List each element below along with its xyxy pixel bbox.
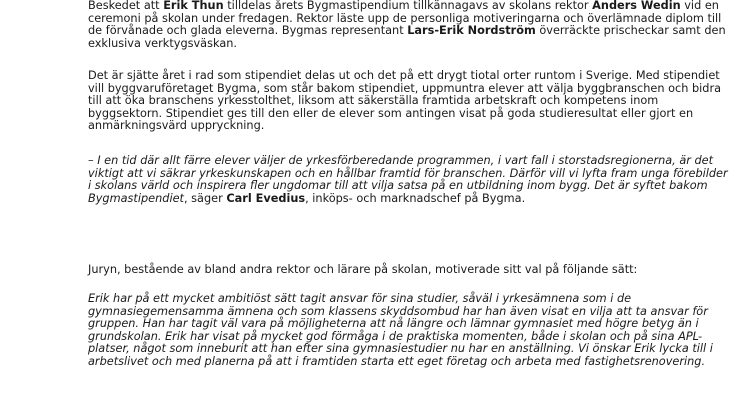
- text-span: Beskedet att: [88, 0, 164, 12]
- quote-text: – I en tid där allt färre elever väljer de yrkesförberedande programmen, i vart fall i storstadsregionerna, är det viktigt att vi säkrar yrkeskunskapen och en hållbar framtid för branschen. Därför vill vi lyfta fram unga förebilder i skolans värld och inspirera fler ungdomar till att vilja satsa på en utbildning inom bygg. Det är syftet bakom Bygmastipendiet: [88, 154, 728, 205]
- principal-name: Anders Wedin: [592, 0, 681, 12]
- background-paragraph: Det är sjätte året i rad som stipendiet delas ut och det på ett drygt tiotal orter runtom i Sverige. Med stipendiet vill byggvaruföretaget Bygma, som står bakom stipendiet, uppmuntra elever att välja byggbranschen och bidra till att öka branschens yrkesstolthet, liksom att säkerställa framtida arbetskraft och kompetens inom byggsektorn. Stipendiet ges till den eller de elever som antingen visat på goda studieresultat eller gjort en anmärkningsvärd uppryckning.: [88, 69, 722, 133]
- quoted-person-name: Carl Evedius: [226, 191, 306, 205]
- intro-paragraph: [88, 0, 728, 50]
- text-span: vid en ceremoni på skolan under fredagen. Rektor läste upp de personliga motiveringarna och överlämnade diplom till de förvånade och glada eleverna. Bygmas representant: [88, 0, 722, 38]
- recipient-name: Erik Thun: [163, 0, 224, 12]
- text-span: , säger: [183, 191, 227, 205]
- text-span: överräckte prischeckar samt den exklusiva verktygsväskan.: [88, 24, 726, 50]
- text-span: , inköps- och marknadschef på Bygma.: [305, 191, 526, 205]
- jury-motivation-paragraph: Erik har på ett mycket ambitiöst sätt tagit ansvar för sina studier, såväl i yrkesämnena som i de gymnasiegemensamma ämnena och som klassens skyddsombud har han även visat en vilja att ta ansvar för gruppen. Han har tagit väl vara på möjligheterna att nå längre och lämnar gymnasiet med högre betyg än i grundskolan. Erik har visat på mycket god förmåga i de praktiska momenten, både i skolan och på sina APL-platser, något som inneburit att han efter sina gymnasiestudier nu har en anställning. Vi önskar Erik lycka till i arbetslivet och med planerna på att i framtiden starta ett eget företag och arbeta med fastighetsrenovering.: [88, 292, 713, 368]
- representative-name: Lars-Erik Nordström: [407, 24, 536, 38]
- jury-intro-paragraph: Juryn, bestående av bland andra rektor och lärare på skolan, motiverade sitt val på följande sätt:: [88, 263, 638, 276]
- quote-paragraph: [88, 155, 728, 205]
- text-span: tilldelas årets Bygmastipendium tillkännagavs av skolans rektor: [223, 0, 593, 12]
